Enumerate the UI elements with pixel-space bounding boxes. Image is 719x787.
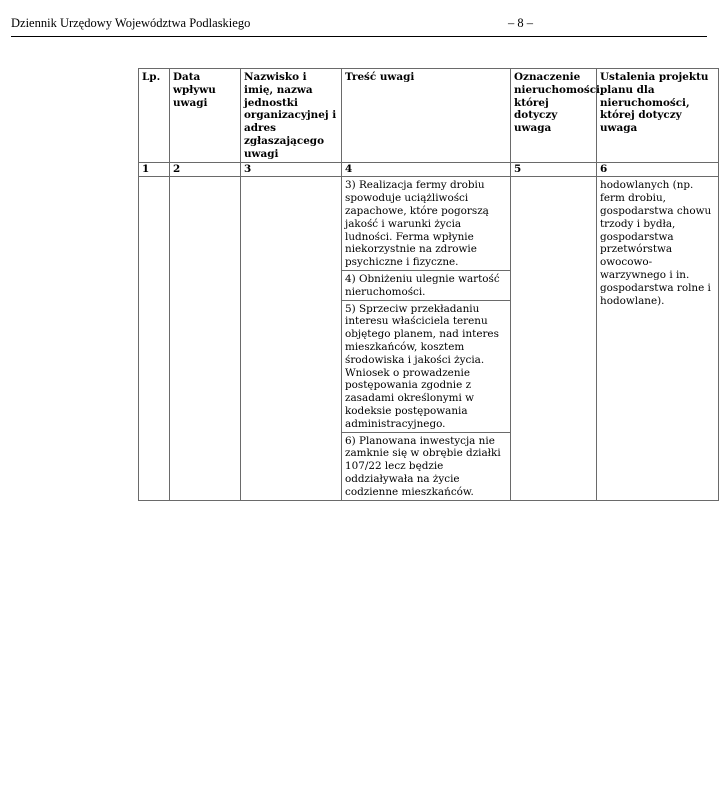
column-number: 2 bbox=[170, 162, 241, 177]
page-number: – 8 – bbox=[508, 16, 533, 30]
table-row bbox=[139, 177, 719, 500]
column-header-property: Oznaczenie nieruchomości, której dotyczy uwaga bbox=[511, 69, 597, 163]
remark-item: 5) Sprzeciw przekładaniu interesu właściciela terenu objętego planem, nad interes mieszkańców, kosztem środowiska i jakości życia. Wniosek o prowadzenie postępowania zgodnie z zasadami określonymi w kodeksie postępowania administracyjnego. bbox=[342, 301, 510, 433]
column-header-remark: Treść uwagi bbox=[342, 69, 511, 163]
column-number: 5 bbox=[511, 162, 597, 177]
remarks-table bbox=[138, 68, 719, 501]
column-number: 4 bbox=[342, 162, 511, 177]
property-cell bbox=[511, 177, 597, 500]
remarks-table-container bbox=[138, 68, 712, 498]
remark-cell bbox=[342, 177, 511, 500]
table-header-row bbox=[139, 69, 719, 163]
name-cell bbox=[241, 177, 342, 500]
remark-item: 6) Planowana inwestycja nie zamknie się w obrębie działki 107/22 lecz będzie oddziaływała na życie codzienne mieszkańców. bbox=[345, 434, 501, 498]
column-header-plan: Ustalenia projektu planu dla nieruchomości, której dotyczy uwaga bbox=[597, 69, 719, 163]
column-number: 3 bbox=[241, 162, 342, 177]
column-header-date: Data wpływu uwagi bbox=[170, 69, 241, 163]
column-number-row bbox=[139, 162, 719, 177]
remark-item: 3) Realizacja fermy drobiu spowoduje uciążliwości zapachowe, które pogorszą jakość i warunki życia ludności. Ferma wpłynie niekorzystnie na zdrowie psychiczne i fizyczne. bbox=[342, 177, 510, 271]
date-cell bbox=[170, 177, 241, 500]
plan-findings-cell: hodowlanych (np. ferm drobiu, gospodarstwa chowu trzody i bydła, gospodarstwa przetwórstwa owocowo-warzywnego i in. gospodarstwa rolne i hodowlane). bbox=[597, 177, 719, 500]
journal-title: Dziennik Urzędowy Województwa Podlaskiego bbox=[11, 16, 251, 30]
column-header-lp: Lp. bbox=[139, 69, 170, 163]
column-number: 6 bbox=[597, 162, 719, 177]
lp-cell bbox=[139, 177, 170, 500]
column-header-name: Nazwisko i imię, nazwa jednostki organizacyjnej i adres zgłaszającego uwagi bbox=[241, 69, 342, 163]
page-header bbox=[11, 14, 707, 37]
remark-item: 4) Obniżeniu ulegnie wartość nieruchomości. bbox=[342, 271, 510, 301]
column-number: 1 bbox=[139, 162, 170, 177]
